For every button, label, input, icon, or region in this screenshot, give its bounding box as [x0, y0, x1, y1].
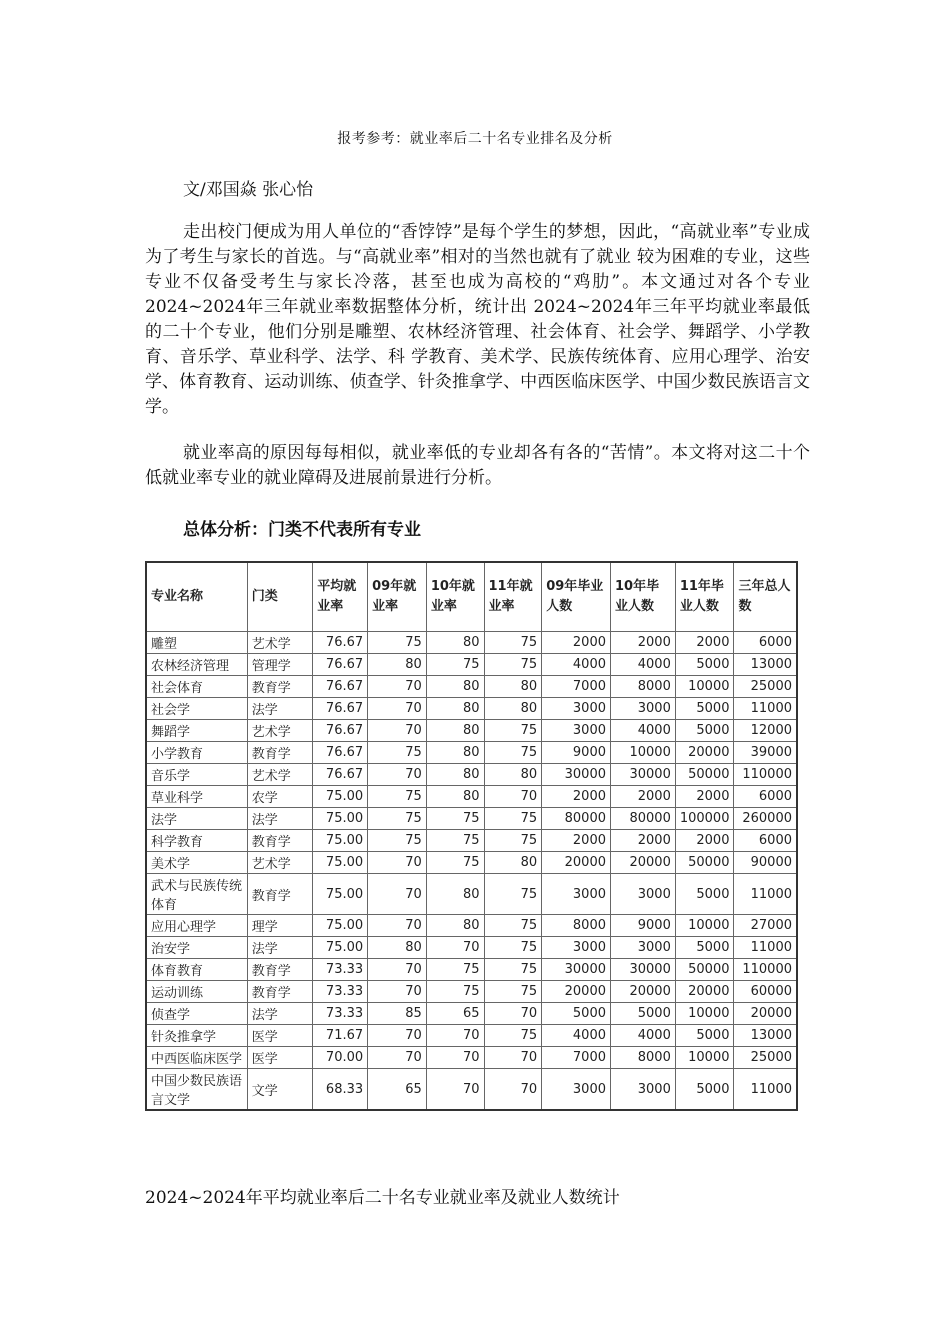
value-cell: 80 — [426, 632, 484, 654]
major-name-cell: 草业科学 — [146, 786, 247, 808]
value-cell: 13000 — [734, 654, 797, 676]
value-cell: 75.00 — [313, 808, 368, 830]
table-row — [146, 632, 797, 654]
value-cell: 75.00 — [313, 937, 368, 959]
category-cell: 教育学 — [247, 676, 313, 698]
value-cell: 80 — [426, 764, 484, 786]
value-cell: 75 — [484, 654, 542, 676]
table-row — [146, 874, 797, 915]
value-cell: 11000 — [734, 698, 797, 720]
value-cell: 2000 — [611, 830, 676, 852]
section-heading: 总体分析：门类不代表所有专业 — [183, 520, 421, 540]
value-cell: 25000 — [734, 676, 797, 698]
value-cell: 20000 — [542, 981, 611, 1003]
category-cell: 艺术学 — [247, 852, 313, 874]
value-cell: 8000 — [542, 915, 611, 937]
category-cell: 医学 — [247, 1025, 313, 1047]
value-cell: 5000 — [675, 937, 734, 959]
category-cell: 法学 — [247, 937, 313, 959]
value-cell: 80 — [484, 698, 542, 720]
table-row — [146, 915, 797, 937]
value-cell: 80 — [368, 937, 427, 959]
value-cell: 76.67 — [313, 698, 368, 720]
value-cell: 25000 — [734, 1047, 797, 1069]
value-cell: 70 — [484, 786, 542, 808]
value-cell: 70 — [484, 1069, 542, 1111]
major-name-cell: 社会体育 — [146, 676, 247, 698]
major-name-cell: 科学教育 — [146, 830, 247, 852]
value-cell: 70 — [368, 874, 427, 915]
table-row — [146, 808, 797, 830]
page-title: 报考参考：就业率后二十名专业排名及分析 — [337, 131, 613, 147]
major-name-cell: 侦查学 — [146, 1003, 247, 1025]
major-name-cell: 农林经济管理 — [146, 654, 247, 676]
major-name-cell: 雕塑 — [146, 632, 247, 654]
value-cell: 70 — [426, 937, 484, 959]
table-row — [146, 981, 797, 1003]
value-cell: 70 — [368, 764, 427, 786]
value-cell: 9000 — [542, 742, 611, 764]
value-cell: 80000 — [542, 808, 611, 830]
value-cell: 76.67 — [313, 742, 368, 764]
value-cell: 6000 — [734, 830, 797, 852]
value-cell: 76.67 — [313, 764, 368, 786]
value-cell: 20000 — [611, 852, 676, 874]
value-cell: 75.00 — [313, 874, 368, 915]
value-cell: 8000 — [611, 1047, 676, 1069]
value-cell: 20000 — [611, 981, 676, 1003]
value-cell: 75 — [426, 959, 484, 981]
value-cell: 70.00 — [313, 1047, 368, 1069]
category-cell: 教育学 — [247, 830, 313, 852]
value-cell: 70 — [426, 1069, 484, 1111]
value-cell: 20000 — [675, 981, 734, 1003]
value-cell: 3000 — [611, 937, 676, 959]
value-cell: 110000 — [734, 959, 797, 981]
value-cell: 10000 — [675, 1003, 734, 1025]
value-cell: 76.67 — [313, 632, 368, 654]
value-cell: 75 — [484, 959, 542, 981]
value-cell: 75 — [484, 981, 542, 1003]
category-cell: 教育学 — [247, 874, 313, 915]
value-cell: 11000 — [734, 1069, 797, 1111]
value-cell: 80 — [426, 720, 484, 742]
major-name-cell: 舞蹈学 — [146, 720, 247, 742]
value-cell: 70 — [368, 1025, 427, 1047]
value-cell: 2000 — [542, 830, 611, 852]
value-cell: 75 — [368, 786, 427, 808]
value-cell: 70 — [368, 676, 427, 698]
value-cell: 75 — [426, 654, 484, 676]
value-cell: 30000 — [542, 764, 611, 786]
major-name-cell: 运动训练 — [146, 981, 247, 1003]
value-cell: 75 — [368, 632, 427, 654]
value-cell: 12000 — [734, 720, 797, 742]
value-cell: 3000 — [542, 720, 611, 742]
value-cell: 73.33 — [313, 981, 368, 1003]
table-row — [146, 937, 797, 959]
category-cell: 理学 — [247, 915, 313, 937]
value-cell: 70 — [368, 915, 427, 937]
value-cell: 70 — [368, 720, 427, 742]
value-cell: 65 — [368, 1069, 427, 1111]
value-cell: 75.00 — [313, 915, 368, 937]
value-cell: 8000 — [611, 676, 676, 698]
column-header: 门类 — [247, 562, 313, 632]
value-cell: 80000 — [611, 808, 676, 830]
value-cell: 39000 — [734, 742, 797, 764]
category-cell: 管理学 — [247, 654, 313, 676]
value-cell: 75 — [484, 937, 542, 959]
major-name-cell: 针灸推拿学 — [146, 1025, 247, 1047]
major-name-cell: 社会学 — [146, 698, 247, 720]
value-cell: 76.67 — [313, 720, 368, 742]
value-cell: 75.00 — [313, 786, 368, 808]
value-cell: 75 — [484, 742, 542, 764]
value-cell: 75 — [484, 720, 542, 742]
value-cell: 70 — [368, 1047, 427, 1069]
value-cell: 30000 — [542, 959, 611, 981]
value-cell: 5000 — [675, 874, 734, 915]
value-cell: 80 — [426, 786, 484, 808]
category-cell: 法学 — [247, 808, 313, 830]
value-cell: 75 — [368, 830, 427, 852]
value-cell: 20000 — [675, 742, 734, 764]
value-cell: 75 — [368, 808, 427, 830]
value-cell: 80 — [484, 764, 542, 786]
table-row — [146, 786, 797, 808]
value-cell: 80 — [426, 698, 484, 720]
value-cell: 3000 — [542, 874, 611, 915]
value-cell: 80 — [484, 852, 542, 874]
table-body — [146, 632, 797, 1111]
value-cell: 75 — [484, 632, 542, 654]
column-header: 10年毕业人数 — [611, 562, 676, 632]
table-row — [146, 698, 797, 720]
value-cell: 11000 — [734, 874, 797, 915]
value-cell: 70 — [426, 1047, 484, 1069]
category-cell: 艺术学 — [247, 720, 313, 742]
value-cell: 7000 — [542, 1047, 611, 1069]
value-cell: 65 — [426, 1003, 484, 1025]
value-cell: 110000 — [734, 764, 797, 786]
value-cell: 2000 — [675, 632, 734, 654]
value-cell: 71.67 — [313, 1025, 368, 1047]
statistics-table-container — [145, 561, 798, 1111]
value-cell: 10000 — [675, 676, 734, 698]
value-cell: 2000 — [542, 632, 611, 654]
value-cell: 10000 — [611, 742, 676, 764]
value-cell: 20000 — [734, 1003, 797, 1025]
byline: 文/邓国焱 张心怡 — [183, 180, 314, 200]
table-row — [146, 654, 797, 676]
value-cell: 75 — [426, 830, 484, 852]
value-cell: 73.33 — [313, 1003, 368, 1025]
value-cell: 90000 — [734, 852, 797, 874]
value-cell: 27000 — [734, 915, 797, 937]
value-cell: 50000 — [675, 764, 734, 786]
value-cell: 80 — [426, 874, 484, 915]
value-cell: 75 — [484, 808, 542, 830]
column-header: 11年毕业人数 — [675, 562, 734, 632]
value-cell: 70 — [368, 698, 427, 720]
table-row — [146, 720, 797, 742]
value-cell: 68.33 — [313, 1069, 368, 1111]
value-cell: 70 — [368, 959, 427, 981]
value-cell: 80 — [426, 676, 484, 698]
value-cell: 75.00 — [313, 830, 368, 852]
major-name-cell: 中西医临床医学 — [146, 1047, 247, 1069]
table-row — [146, 676, 797, 698]
column-header: 11年就业率 — [484, 562, 542, 632]
value-cell: 4000 — [611, 720, 676, 742]
value-cell: 3000 — [611, 1069, 676, 1111]
table-row — [146, 830, 797, 852]
value-cell: 50000 — [675, 852, 734, 874]
value-cell: 4000 — [611, 654, 676, 676]
category-cell: 文学 — [247, 1069, 313, 1111]
major-name-cell: 中国少数民族语言文学 — [146, 1069, 247, 1111]
value-cell: 80 — [484, 676, 542, 698]
category-cell: 教育学 — [247, 981, 313, 1003]
value-cell: 75.00 — [313, 852, 368, 874]
column-header: 平均就业率 — [313, 562, 368, 632]
value-cell: 80 — [368, 654, 427, 676]
column-header: 09年就业率 — [368, 562, 427, 632]
column-header: 专业名称 — [146, 562, 247, 632]
value-cell: 5000 — [675, 698, 734, 720]
table-row — [146, 1069, 797, 1111]
value-cell: 75 — [426, 808, 484, 830]
category-cell: 法学 — [247, 1003, 313, 1025]
major-name-cell: 美术学 — [146, 852, 247, 874]
value-cell: 9000 — [611, 915, 676, 937]
category-cell: 艺术学 — [247, 764, 313, 786]
value-cell: 5000 — [675, 1069, 734, 1111]
table-row — [146, 742, 797, 764]
value-cell: 75 — [484, 915, 542, 937]
analysis-paragraph: 就业率高的原因每每相似，就业率低的专业却各有各的“苦情”。本文将对这二十个低就业率专业的就业障碍及进展前景进行分析。 — [145, 443, 810, 488]
table-row — [146, 852, 797, 874]
value-cell: 75 — [484, 1025, 542, 1047]
value-cell: 3000 — [542, 1069, 611, 1111]
major-name-cell: 小学教育 — [146, 742, 247, 764]
major-name-cell: 武术与民族传统体育 — [146, 874, 247, 915]
table-row — [146, 764, 797, 786]
value-cell: 75 — [484, 874, 542, 915]
major-name-cell: 音乐学 — [146, 764, 247, 786]
value-cell: 70 — [484, 1003, 542, 1025]
column-header: 三年总人数 — [734, 562, 797, 632]
value-cell: 6000 — [734, 786, 797, 808]
value-cell: 60000 — [734, 981, 797, 1003]
value-cell: 11000 — [734, 937, 797, 959]
category-cell: 教育学 — [247, 742, 313, 764]
value-cell: 50000 — [675, 959, 734, 981]
column-header: 10年就业率 — [426, 562, 484, 632]
value-cell: 76.67 — [313, 654, 368, 676]
value-cell: 2000 — [611, 786, 676, 808]
value-cell: 5000 — [675, 1025, 734, 1047]
table-row — [146, 1025, 797, 1047]
value-cell: 4000 — [611, 1025, 676, 1047]
value-cell: 5000 — [611, 1003, 676, 1025]
table-row — [146, 1003, 797, 1025]
major-name-cell: 治安学 — [146, 937, 247, 959]
value-cell: 75 — [426, 852, 484, 874]
table-row — [146, 959, 797, 981]
value-cell: 80 — [426, 742, 484, 764]
value-cell: 5000 — [675, 654, 734, 676]
table-header-row — [146, 562, 797, 632]
table-caption: 2024~2024年平均就业率后二十名专业就业率及就业人数统计 — [145, 1188, 620, 1208]
value-cell: 3000 — [542, 698, 611, 720]
value-cell: 73.33 — [313, 959, 368, 981]
value-cell: 75 — [426, 981, 484, 1003]
major-name-cell: 法学 — [146, 808, 247, 830]
intro-paragraph: 走出校门便成为用人单位的“香饽饽”是每个学生的梦想，因此，“高就业率”专业成为了考生与家长的首选。与“高就业率”相对的当然也就有了就业 较为困难的专业，这些专业不仅备受考生与家长冷落，甚至也成为高校的“鸡肋”。本文通过对各个专业2024~2024年三年就业率数据整体分析，统计出 2024~2024年三年平均就业率最低的二十个专业，他们分别是雕塑、农林经济管理、社会体育、社会学、舞蹈学、小学教育、音乐学、草业科学、法学、科 学教育、美术学、民族传统体育、应用心理学、治安学、体育教育、运动训练、侦查学、针灸推拿学、中西医临床医学、中国少数民族语言文学。 — [145, 222, 810, 417]
value-cell: 100000 — [675, 808, 734, 830]
value-cell: 70 — [368, 852, 427, 874]
major-name-cell: 应用心理学 — [146, 915, 247, 937]
value-cell: 75 — [368, 742, 427, 764]
category-cell: 医学 — [247, 1047, 313, 1069]
value-cell: 80 — [426, 915, 484, 937]
value-cell: 3000 — [542, 937, 611, 959]
major-name-cell: 体育教育 — [146, 959, 247, 981]
value-cell: 85 — [368, 1003, 427, 1025]
value-cell: 20000 — [542, 852, 611, 874]
value-cell: 70 — [484, 1047, 542, 1069]
value-cell: 75 — [484, 830, 542, 852]
value-cell: 6000 — [734, 632, 797, 654]
value-cell: 10000 — [675, 915, 734, 937]
value-cell: 5000 — [542, 1003, 611, 1025]
value-cell: 4000 — [542, 1025, 611, 1047]
value-cell: 7000 — [542, 676, 611, 698]
value-cell: 2000 — [542, 786, 611, 808]
value-cell: 4000 — [542, 654, 611, 676]
value-cell: 260000 — [734, 808, 797, 830]
value-cell: 13000 — [734, 1025, 797, 1047]
table-row — [146, 1047, 797, 1069]
category-cell: 农学 — [247, 786, 313, 808]
value-cell: 5000 — [675, 720, 734, 742]
value-cell: 2000 — [675, 786, 734, 808]
value-cell: 30000 — [611, 764, 676, 786]
value-cell: 3000 — [611, 698, 676, 720]
column-header: 09年毕业人数 — [542, 562, 611, 632]
value-cell: 70 — [426, 1025, 484, 1047]
value-cell: 76.67 — [313, 676, 368, 698]
employment-statistics-table — [145, 561, 798, 1111]
value-cell: 3000 — [611, 874, 676, 915]
category-cell: 教育学 — [247, 959, 313, 981]
category-cell: 艺术学 — [247, 632, 313, 654]
value-cell: 30000 — [611, 959, 676, 981]
value-cell: 2000 — [675, 830, 734, 852]
value-cell: 10000 — [675, 1047, 734, 1069]
value-cell: 70 — [368, 981, 427, 1003]
category-cell: 法学 — [247, 698, 313, 720]
value-cell: 2000 — [611, 632, 676, 654]
